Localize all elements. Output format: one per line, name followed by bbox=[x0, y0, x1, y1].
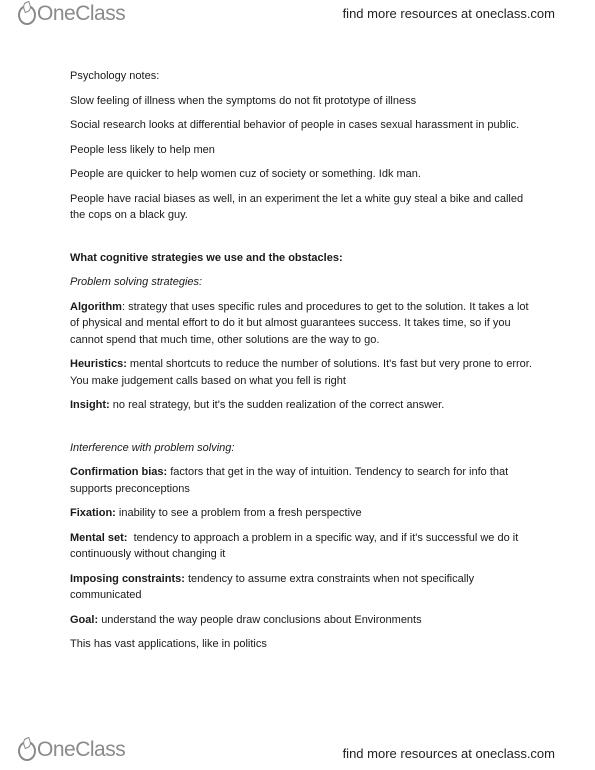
document-body bbox=[70, 68, 532, 661]
term: Confirmation bias: bbox=[70, 466, 168, 478]
definition-item bbox=[70, 505, 532, 522]
term: Heuristics: bbox=[70, 358, 127, 370]
term: Insight: bbox=[70, 399, 110, 411]
definition: tendency to approach a problem in a specific way, and if it's successful we do it continuously without changing it bbox=[70, 531, 519, 560]
definition-item bbox=[70, 464, 532, 497]
paragraph: Social research looks at differential behavior of people in cases sexual harassment in public. bbox=[70, 119, 520, 131]
term: Algorithm bbox=[70, 300, 122, 313]
resources-link-footer[interactable]: find more resources at oneclass.com bbox=[342, 746, 555, 761]
definition: inability to see a problem from a fresh perspective bbox=[118, 507, 362, 519]
paragraph: People are quicker to help women cuz of society or something. Idk man. bbox=[70, 168, 421, 180]
term: Goal: bbox=[70, 613, 99, 626]
definition: factors that get in the way of intuition. Tendency to search for info that supports preconceptions bbox=[70, 466, 509, 495]
definition: strategy that uses specific rules and procedures to get to the solution. It takes a lot of physical and mental effort to do it but almost guarantees success. It takes time, so if you cannot spend that much time, other solutions are the way to go. bbox=[70, 300, 529, 346]
term: Fixation: bbox=[70, 507, 116, 519]
definition-item bbox=[70, 571, 532, 604]
term: Imposing constraints: bbox=[70, 572, 185, 585]
definition: understand the way people draw conclusions about Environments bbox=[101, 613, 422, 626]
definition-item bbox=[70, 530, 532, 563]
section-subheading: Interference with problem solving: bbox=[70, 441, 235, 454]
paragraph: Slow feeling of illness when the symptoms do not fit prototype of illness bbox=[70, 94, 417, 107]
definition-item bbox=[70, 397, 532, 414]
paragraph: This has vast applications, like in politics bbox=[70, 638, 267, 650]
term: Mental set: bbox=[70, 531, 128, 544]
oneclass-leaf-icon bbox=[18, 739, 38, 761]
paragraph: People less likely to help men bbox=[70, 143, 215, 156]
definition-item bbox=[70, 356, 532, 389]
oneclass-logo[interactable] bbox=[18, 2, 125, 26]
logo-text: OneClass bbox=[37, 2, 126, 25]
section-subheading: Problem solving strategies: bbox=[70, 276, 203, 288]
paragraph: People have racial biases as well, in an experiment the let a white guy steal a bike and called the cops on a black guy. bbox=[70, 192, 524, 221]
definition: no real strategy, but it's the sudden realization of the correct answer. bbox=[112, 399, 445, 411]
notes-title: Psychology notes: bbox=[70, 70, 160, 82]
resources-link[interactable]: find more resources at oneclass.com bbox=[342, 6, 555, 21]
oneclass-logo-footer[interactable] bbox=[18, 738, 125, 762]
oneclass-leaf-icon bbox=[18, 3, 38, 25]
definition: mental shortcuts to reduce the number of solutions. It's fast but very prone to error. You make judgement calls based on what you fell is right bbox=[70, 358, 532, 387]
logo-text: OneClass bbox=[37, 738, 126, 761]
section-heading: What cognitive strategies we use and the obstacles: bbox=[70, 251, 343, 264]
definition: tendency to assume extra constraints when not specifically communicated bbox=[70, 572, 475, 601]
definition-item bbox=[70, 612, 532, 629]
definition-item: Algorithm: strategy that uses specific rules and procedures to get to the solution. It takes a lot of physical and mental effort to do it but almost guarantees success. It takes time, so if you cannot spend that much time, other solutions are the way to go. bbox=[70, 300, 529, 346]
